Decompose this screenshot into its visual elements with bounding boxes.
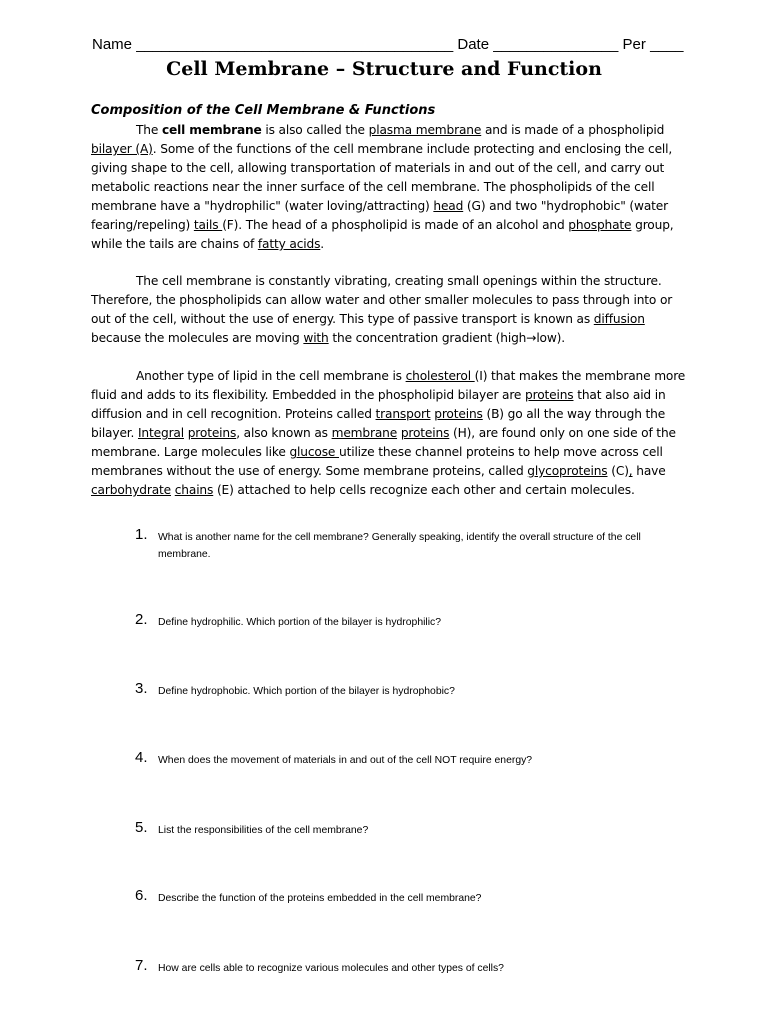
period-label: Per: [622, 36, 646, 53]
date-label: Date: [457, 36, 490, 53]
question-number: 4.: [135, 749, 148, 766]
question-text: What is another name for the cell membrane? Generally speaking, identify the overall structure of the cell membrane.: [158, 532, 641, 560]
paragraph-diffusion: The cell membrane is constantly vibrating, creating small openings within the structure. Therefore, the phospholipids can allow water and other smaller molecules to pass through into or out of the cell, without the use of energy. This type of passive transport is known as diffusion because the molecules are moving with the concentration gradient (high→low).: [91, 274, 673, 345]
date-blank: _______________: [493, 36, 619, 53]
question-number: 1.: [135, 526, 148, 543]
question-text: Describe the function of the proteins embedded in the cell membrane?: [158, 893, 482, 904]
section-heading: Composition of the Cell Membrane & Functions: [91, 103, 436, 118]
name-label: Name: [92, 36, 133, 53]
page-title: Cell Membrane – Structure and Function: [166, 58, 602, 80]
paragraph-proteins: Another type of lipid in the cell membrane is cholesterol (I) that makes the membrane more fluid and adds to its flexibility. Embedded in the phospholipid bilayer are proteins that also aid in diffusion and in cell recognition. Proteins called transport proteins (B) go all the way through the bilayer. Integral proteins, also known as membrane proteins (H), are found only on one side of the membrane. Large molecules like glucose utilize these channel proteins to help move across cell membranes without the use of energy. Some membrane proteins, called glycoproteins (C), have carbohydrate chains (E) attached to help cells recognize each other and certain molecules.: [91, 369, 686, 497]
paragraph-composition: The cell membrane is also called the plasma membrane and is made of a phospholipid bilayer (A). Some of the functions of the cell membrane include protecting and enclosing the cell, giving shape to the cell, allowing transportation of materials in and out of the cell, and carry out metabolic reactions near the inner surface of the cell membrane. The phospholipids of the cell membrane have a "hydrophilic" (water loving/attracting) head (G) and two "hydrophobic" (water fearing/repeling) tails (F). The head of a phospholipid is made of an alcohol and phosphate group, while the tails are chains of fatty acids.: [91, 123, 674, 251]
question-text: Define hydrophilic. Which portion of the bilayer is hydrophilic?: [158, 617, 441, 628]
question-number: 7.: [135, 957, 148, 974]
student-info-header: [92, 36, 682, 53]
name-blank: ______________________________________: [136, 36, 454, 53]
question-number: 2.: [135, 611, 148, 628]
question-text: Define hydrophobic. Which portion of the bilayer is hydrophobic?: [158, 686, 455, 697]
question-text: How are cells able to recognize various molecules and other types of cells?: [158, 963, 504, 974]
question-number: 5.: [135, 819, 148, 836]
question-text: List the responsibilities of the cell membrane?: [158, 825, 369, 836]
question-number: 6.: [135, 887, 148, 904]
question-number: 3.: [135, 680, 148, 697]
question-text: When does the movement of materials in and out of the cell NOT require energy?: [158, 755, 533, 766]
period-blank: ____: [650, 36, 684, 53]
